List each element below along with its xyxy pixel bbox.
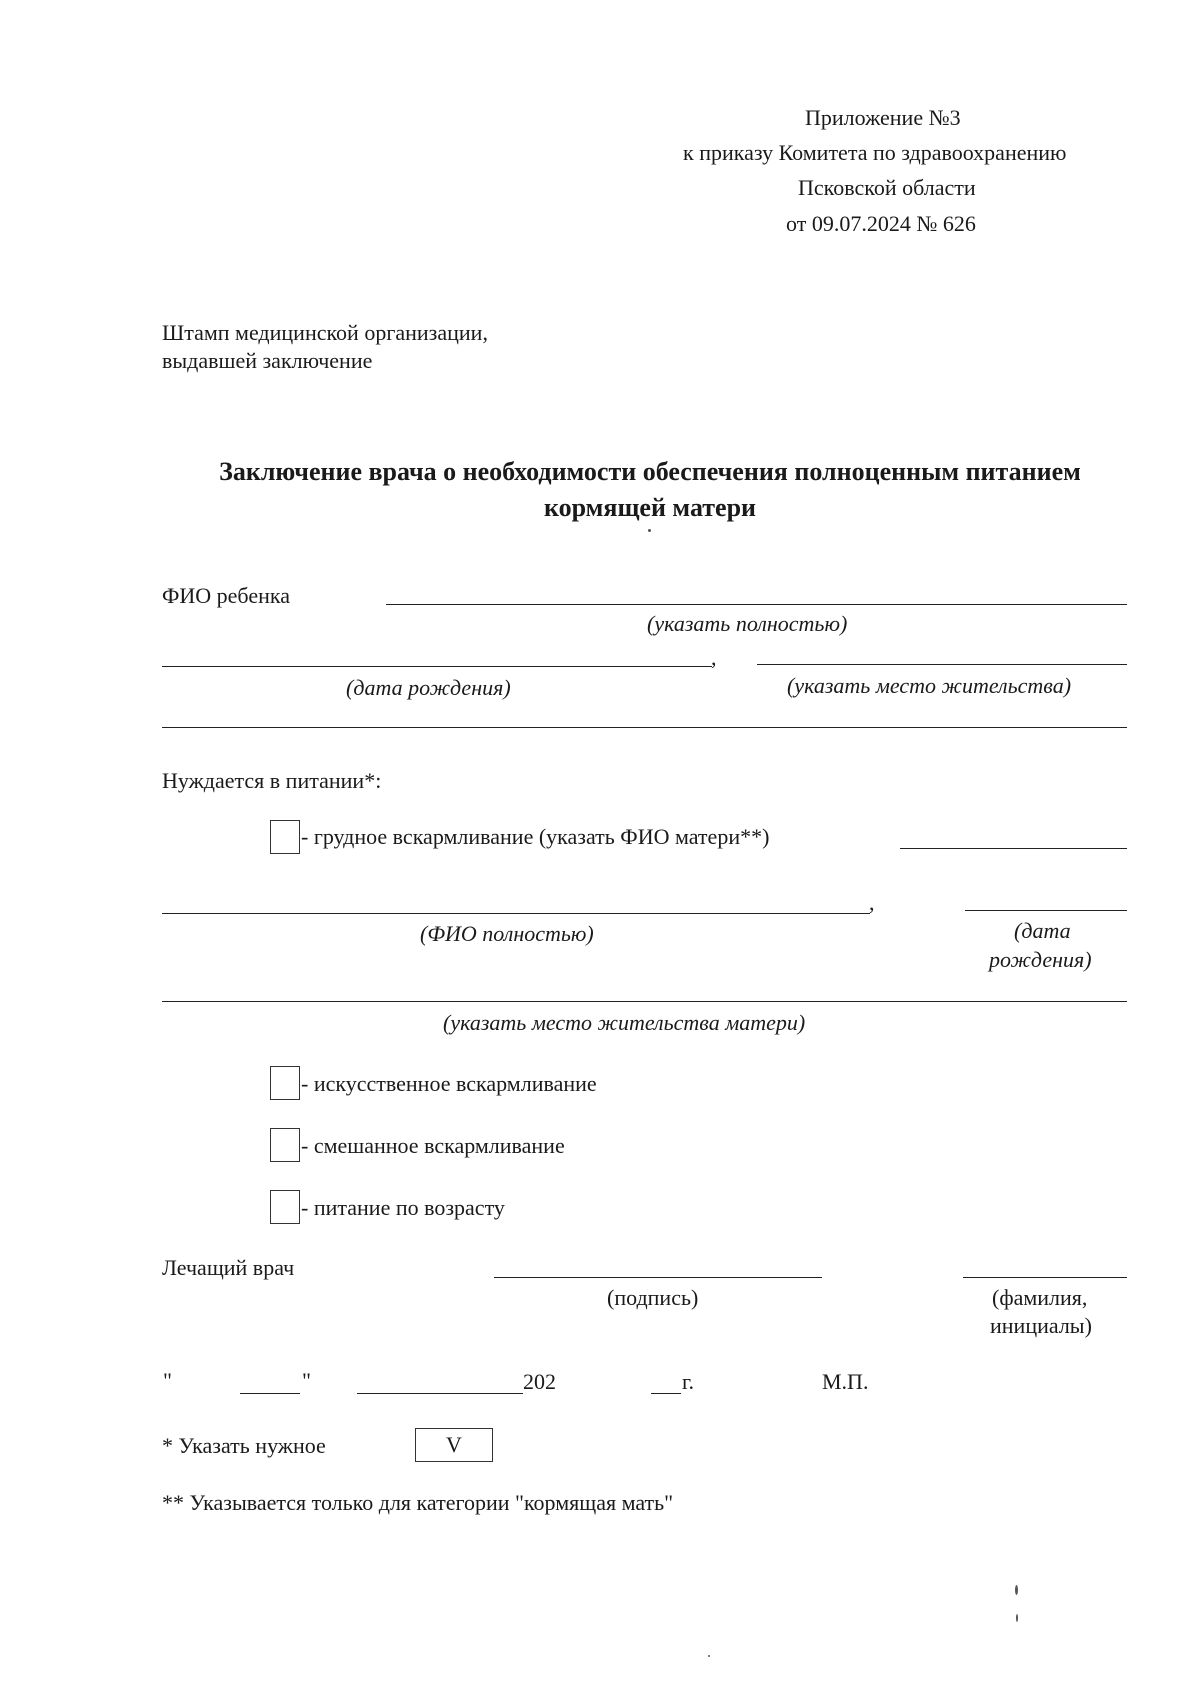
attending-doctor-label: Лечащий врач [162, 1255, 295, 1280]
document-title-line2: кормящей матери [543, 493, 757, 522]
artificial-feeding-checkbox[interactable] [270, 1066, 300, 1100]
doctor-signature-line[interactable] [494, 1277, 822, 1278]
mother-birthdate-line[interactable] [965, 910, 1127, 911]
breastfeeding-checkbox[interactable] [270, 820, 300, 854]
child-residence-line-full[interactable] [162, 727, 1127, 728]
signature-hint: (подпись) [607, 1285, 699, 1310]
child-residence-hint: (указать место жительства) [787, 673, 1072, 698]
child-residence-line-short[interactable] [757, 664, 1127, 665]
footnote-select-required: * Указать нужное [162, 1433, 326, 1458]
mother-birthdate-hint-line1: (дата [1014, 918, 1071, 943]
mother-fio-hint: (ФИО полностью) [420, 921, 594, 946]
comma-separator: , [869, 890, 875, 915]
child-birthdate-line[interactable] [162, 666, 712, 667]
order-date-number: от 09.07.2024 № 626 [786, 211, 976, 236]
mother-fio-line-short[interactable] [900, 848, 1127, 849]
seal-place: М.П. [822, 1369, 869, 1394]
year-line[interactable] [651, 1393, 681, 1394]
mixed-feeding-checkbox[interactable] [270, 1128, 300, 1162]
month-line[interactable] [357, 1393, 523, 1394]
stamp-label-line1: Штамп медицинской организации, [162, 320, 488, 345]
date-quote-open: " [163, 1368, 172, 1393]
artificial-feeding-label: - искусственное вскармливание [301, 1071, 597, 1096]
scan-speck [1016, 1614, 1018, 1622]
year-prefix: 202 [523, 1369, 556, 1394]
nutrition-needed-label: Нуждается в питании*: [162, 768, 382, 793]
checkmark-example: V [446, 1432, 462, 1457]
document-title-line1: Заключение врача о необходимости обеспечения полноценным питанием [219, 457, 1081, 486]
scan-speck [648, 529, 651, 532]
child-fio-hint: (указать полностью) [647, 611, 848, 636]
scan-speck [1015, 1585, 1018, 1595]
child-fio-line[interactable] [386, 604, 1127, 605]
mother-residence-line[interactable] [162, 1001, 1127, 1002]
child-fio-label: ФИО ребенка [162, 583, 290, 608]
comma-separator: , [711, 645, 717, 670]
breastfeeding-label: - грудное вскармливание (указать ФИО матери**) [301, 824, 770, 849]
mother-birthdate-hint-line2: рождения) [989, 947, 1092, 972]
checkmark-example-box [415, 1428, 493, 1462]
region-name: Псковской области [798, 175, 976, 200]
appendix-number: Приложение №3 [805, 105, 961, 130]
order-reference: к приказу Комитета по здравоохранению [683, 140, 1067, 165]
footnote-nursing-mother: ** Указывается только для категории "кормящая мать" [162, 1490, 674, 1515]
mixed-feeding-label: - смешанное вскармливание [301, 1133, 565, 1158]
age-nutrition-label: - питание по возрасту [301, 1195, 505, 1220]
doctor-name-hint-line1: (фамилия, [992, 1285, 1088, 1310]
age-nutrition-checkbox[interactable] [270, 1190, 300, 1224]
day-line[interactable] [240, 1393, 300, 1394]
date-quote-close: " [302, 1368, 311, 1393]
child-birthdate-hint: (дата рождения) [346, 675, 511, 700]
mother-fio-line[interactable] [162, 913, 870, 914]
doctor-name-hint-line2: инициалы) [990, 1313, 1092, 1338]
doctor-name-line[interactable] [963, 1277, 1127, 1278]
mother-residence-hint: (указать место жительства матери) [443, 1010, 806, 1035]
year-suffix: г. [682, 1369, 695, 1394]
scan-speck [708, 1655, 710, 1657]
stamp-label-line2: выдавшей заключение [162, 348, 373, 373]
